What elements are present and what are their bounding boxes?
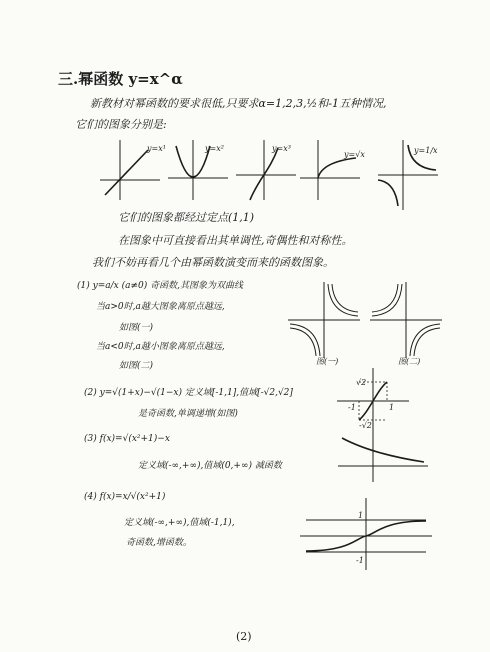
item2-axis-right: 1: [389, 403, 395, 412]
graph-label-reciprocal: y=1/x: [414, 146, 438, 155]
item4-axis-bottom: -1: [356, 556, 364, 565]
properties-note: 在图象中可直接看出其单调性,奇偶性和对称性。: [118, 234, 353, 247]
figure-2-hyperbolas: [370, 282, 442, 358]
item1-fig1: 如图(一): [119, 323, 154, 333]
item3-line: 定义域(-∞,+∞),值域(0,+∞) 减函数: [138, 461, 282, 471]
item1-line1: 当a>0时,a越大图象离原点越远,: [96, 302, 225, 312]
item4-line2: 奇函数,增函数。: [126, 538, 192, 548]
item4-graph: [300, 498, 432, 570]
item1-line2: 当a<0时,a越小图象离原点越远,: [96, 342, 225, 352]
item2-axis-bottom: -√2: [359, 421, 372, 430]
item3-formula: (3) f(x)=√(x²+1)−x: [84, 434, 170, 444]
page-number: (2): [236, 630, 252, 643]
item2-formula: (2) y=√(1+x)−√(1−x) 定义域[-1,1],值域[-√2,√2]: [84, 388, 293, 398]
item2-axis-left: -1: [348, 403, 356, 412]
graph-label-cube: y=x³: [272, 144, 291, 153]
fixed-point-note: 它们的图象都经过定点(1,1): [118, 211, 255, 224]
graph-label-square: y=x²: [205, 144, 224, 153]
item1-formula: (1) y=a/x (a≠0) 奇函数,其图象为双曲线: [77, 281, 243, 291]
section-heading: 三.幂函数 y=x^α: [58, 70, 183, 88]
item4-axis-top: 1: [358, 511, 364, 520]
intro-line: 新教材对幂函数的要求很低,只要求α=1,2,3,½和-1五种情况,: [90, 97, 387, 110]
item3-graph: [338, 432, 428, 482]
graph-label-sqrt: y=√x: [344, 150, 365, 159]
intro-line-2: 它们的图象分别是:: [75, 118, 167, 131]
item2-axis-top: √2: [356, 378, 367, 387]
item4-line1: 定义域(-∞,+∞),值域(-1,1),: [124, 518, 235, 528]
item2-graph: [337, 368, 409, 434]
item1-fig2: 如图(二): [119, 361, 154, 371]
item2-line: 是奇函数,单调递增(如图): [138, 409, 238, 419]
graph-sqrt: [300, 140, 360, 200]
intro-more-note: 我们不妨再看几个由幂函数演变而来的函数图象。: [92, 256, 334, 269]
graph-label-linear: y=x¹: [147, 144, 166, 153]
item4-formula: (4) f(x)=x/√(x²+1): [84, 492, 166, 502]
figure-2-caption: 图(二): [398, 357, 421, 366]
figure-1-caption: 图(一): [316, 357, 339, 366]
figure-1-hyperbolas: [288, 282, 360, 358]
